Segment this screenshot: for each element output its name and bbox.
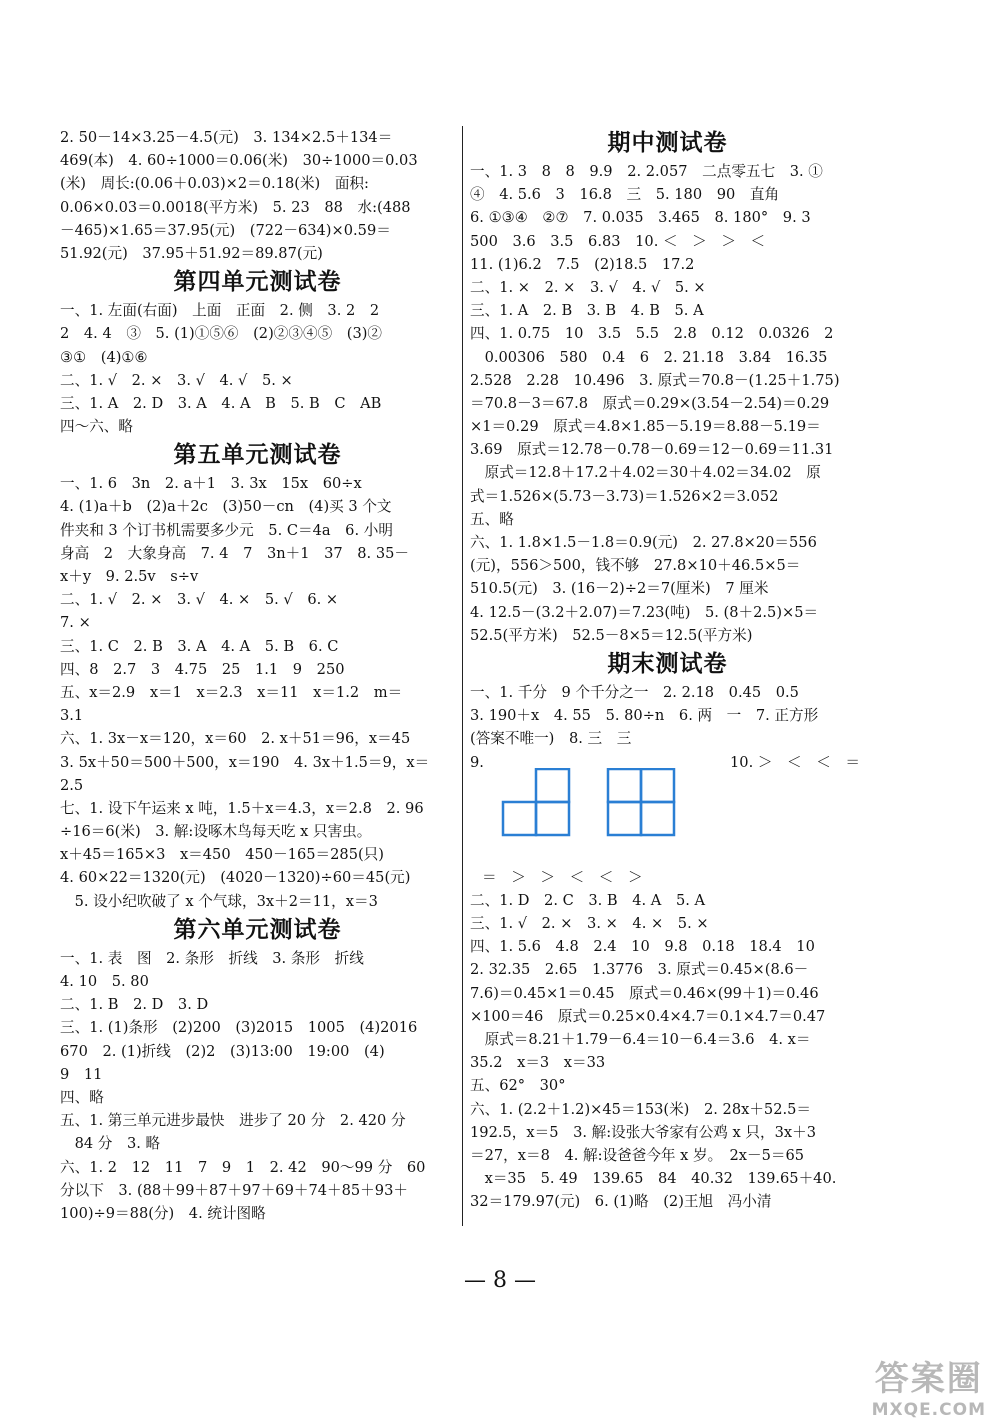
right-column [470,126,865,1214]
answer-line: 二、1. √ 2. × 3. √ 4. × 5. √ 6. × [60,591,339,609]
grid-square [641,802,674,835]
answer-line: 52.5(平方米) 52.5－8×5＝12.5(平方米) [470,626,753,644]
answer-line: 三、1. (1)条形 (2)200 (3)2015 1005 (4)2016 [60,1019,418,1037]
grid-square [608,802,641,835]
grid-square [608,769,641,802]
answer-line: 三、1. √ 2. × 3. × 4. × 5. × [470,915,709,933]
answer-line: x＋45＝165×3 x＝450 450－165＝285(只) [60,846,384,864]
answer-line: 9 11 [60,1065,103,1083]
section-title-unit5: 第五单元测试卷 [173,442,342,469]
answer-line: 二、1. √ 2. × 3. √ 4. √ 5. × [60,371,293,389]
answer-line: 0.06×0.03＝0.0018(平方米) 5. 23 88 水:(488 [60,198,411,216]
answer-line: 二、1. × 2. × 3. √ 4. √ 5. × [470,278,706,296]
answer-line: 7. × [60,614,91,632]
answer-line: 192.5，x＝5 3. 解:设张大爷家有公鸡 x 只，3x＋3 [470,1123,816,1141]
answer-line: 0.00306 580 0.4 6 2. 21.18 3.84 16.35 [470,348,828,366]
section-title-unit6: 第六单元测试卷 [173,916,342,943]
answer-line: 五、x＝2.9 x＝1 x＝2.3 x＝11 x＝1.2 m＝ [60,683,403,701]
watermark-logo [872,1351,986,1420]
answer-line: (米) 周长:(0.06＋0.03)×2＝0.18(米) 面积: [60,175,369,193]
final-answers [470,681,865,1214]
answer-line: ＝70.8－3＝67.8 原式＝0.29×(3.54－2.54)＝0.29 [470,394,830,412]
answer-line: 3. 190＋x 4. 55 5. 80÷n 6. 两 一 7. 正方形 [470,707,819,725]
answer-line: 身高 2 大象身高 7. 4 7 3n＋1 37 8. 35－ [60,544,409,562]
answer-line: 四、1. 5.6 4.8 2.4 10 9.8 0.18 18.4 10 [470,938,815,956]
answer-line: 670 2. (1)折线 (2)2 (3)13:00 19:00 (4) [60,1042,385,1060]
answer-line: 3.1 [60,707,84,725]
unit5-answers [60,472,455,913]
square-grid-figure [500,768,680,840]
answer-line: 4. 12.5－(3.2＋2.07)＝7.23(吨) 5. (8＋2.5)×5＝ [470,603,819,621]
answer-line: (元)，556＞500，钱不够 27.8×10＋46.5×5＝ [470,557,801,575]
watermark-logo-text: 答案圈 [874,1359,983,1399]
unit6-answers [60,947,455,1225]
answer-line: 3.69 原式＝12.78－0.78－0.69＝12－0.69＝11.31 [470,441,834,459]
answer-line: 7.6)＝0.45×1＝0.45 原式＝0.46×(99＋1)＝0.46 [470,984,819,1002]
answer-line: 2. 50－14×3.25－4.5(元) 3. 134×2.5＋134＝ [60,129,393,146]
answer-line: 三、1. A 2. B 3. B 4. B 5. A [470,302,704,320]
answer-line: 原式＝12.8＋17.2＋4.02＝30＋4.02＝34.02 原 [470,464,821,482]
answer-line: 五、略 [470,510,514,528]
answer-line: 二、1. B 2. D 3. D [60,996,209,1014]
answer-line: ×100＝46 原式＝0.25×0.4×4.7＝0.1×4.7＝0.47 [470,1007,826,1025]
answer-line: 2 4. 4 ③ 5. (1)①⑤⑥ (2)②③④⑤ (3)② [60,325,383,343]
answer-line: 469(本) 4. 60÷1000＝0.06(米) 30÷1000＝0.03 [60,152,418,170]
grid-square [641,769,674,802]
answer-line: 一、1. 千分 9 个千分之一 2. 2.18 0.45 0.5 [470,683,799,701]
answer-line: 500 3.6 3.5 6.83 10. ＜ ＞ ＞ ＜ [470,232,766,250]
intro-block [60,126,455,265]
answer-line: 三、1. A 2. D 3. A 4. A B 5. B C AB [60,394,382,412]
answer-line: ④ 4. 5.6 3 16.8 三 5. 180 90 直角 [470,186,780,204]
watermark-url: MXQE.COM [871,1400,986,1420]
answer-line: 件夹和 3 个订书机需要多少元 5. C＝4a 6. 小明 [60,521,393,539]
answer-line: 四、略 [60,1088,104,1106]
answer-line: 一、1. 表 图 2. 条形 折线 3. 条形 折线 [60,949,364,967]
answer-line: 6. ①③④ ②⑦ 7. 0.035 3.465 8. 180° 9. 3 [470,209,811,227]
answer-line: 四、1. 0.75 10 3.5 5.5 2.8 0.12 0.0326 2 [470,325,834,343]
answer-line: ＝27，x＝8 4. 解:设爸爸今年 x 岁。 2x－5＝65 [470,1146,805,1164]
answer-line: 3. 5x＋50＝500＋500，x＝190 4. 3x＋1.5＝9，x＝ [60,753,430,771]
answer-line: 2.528 2.28 10.496 3. 原式＝70.8－(1.25＋1.75) [470,371,840,389]
answer-line: 51.92(元) 37.95＋51.92＝89.87(元) [60,244,323,262]
answer-line: 六、1. 2 12 11 7 9 1 2. 42 90～99 分 60 [60,1158,426,1176]
answer-line: 七、1. 设下午运来 x 吨，1.5＋x＝4.3，x＝2.8 2. 96 [60,799,424,817]
answer-line: 原式＝8.21＋1.79－6.4＝10－6.4＝3.6 4. x＝ [470,1031,811,1048]
answer-line: ③① (4)①⑥ [60,348,148,366]
answer-line: ×1＝0.29 原式＝4.8×1.85－5.19＝8.88－5.19＝ [470,418,821,436]
midterm-answers [470,160,865,647]
grid-square [536,769,569,802]
answer-line: 2. 32.35 2.65 1.3776 3. 原式＝0.45×(8.6－ [470,961,809,979]
answer-line: 84 分 3. 略 [60,1135,161,1153]
answer-line: x＝35 5. 49 139.65 84 40.32 139.65＋40. [470,1170,837,1188]
answer-line: －465)×1.65＝37.95(元) (722－634)×0.59＝ [60,221,391,239]
answer-line: 100)÷9＝88(分) 4. 统计图略 [60,1204,266,1222]
answer-line: 4. 10 5. 80 [60,973,149,990]
answer-line: 4. (1)a＋b (2)a＋2c (3)50－cn (4)买 3 个文 [60,498,392,516]
answer-line: 2.5 [60,776,84,794]
answer-line: 一、1. 左面(右面) 上面 正面 2. 侧 3. 2 2 [60,302,380,320]
answer-line: 510.5(元) 3. (16－2)÷2＝7(厘米) 7 厘米 [470,580,769,598]
answer-line: 六、1. 1.8×1.5－1.8＝0.9(元) 2. 27.8×20＝556 [470,534,817,551]
section-title-midterm: 期中测试卷 [607,130,728,156]
page-number: — 8 — [464,1268,536,1293]
answer-line: 11. (1)6.2 7.5 (2)18.5 17.2 [470,255,695,273]
answer-line: 式＝1.526×(5.73－3.73)＝1.526×2＝3.052 [470,487,779,505]
grid-square [503,802,536,835]
answer-line: x＋y 9. 2.5v s÷v [60,568,199,585]
answer-line: 32＝179.97(元) 6. (1)略 (2)王旭 冯小清 [470,1193,772,1211]
grid-square [536,802,569,835]
answer-line: 35.2 x＝3 x＝33 [470,1054,606,1072]
q9-label: 9. [470,753,484,771]
left-column [60,126,455,1225]
section-title-final: 期末测试卷 [607,650,728,677]
answer-line: 分以下 3. (88＋99＋87＋97＋69＋74＋85＋93＋ [60,1181,408,1199]
column-divider [462,126,463,1226]
answer-line: 六、1. 3x－x＝120，x＝60 2. x＋51＝96，x＝45 [60,730,411,748]
answer-line: ÷16＝6(米) 3. 解:设啄木鸟每天吃 x 只害虫。 [60,823,372,841]
answer-line: 4. 60×22＝1320(元) (4020－1320)÷60＝45(元) [60,869,411,887]
answer-line: (答案不唯一) 8. 三 三 [470,730,632,748]
answer-line: 五、1. 第三单元进步最快 进步了 20 分 2. 420 分 [60,1112,406,1130]
answer-line: 六、1. (2.2＋1.2)×45＝153(米) 2. 28x＋52.5＝ [470,1100,812,1118]
answer-line: 5. 设小纪吹破了 x 个气球，3x＋2＝11，x＝3 [60,892,378,910]
answer-line: 四、8 2.7 3 4.75 25 1.1 9 250 [60,660,345,678]
answer-line: 五、62° 30° [470,1077,566,1095]
answer-line: 一、1. 3 8 8 9.9 2. 2.057 二点零五七 3. ① [470,163,823,180]
answer-line: ＝ ＞ ＞ ＜ ＜ ＞ [482,868,643,886]
answer-line: 一、1. 6 3n 2. a＋1 3. 3x 15x 60÷x [60,475,362,493]
answer-line: 三、1. C 2. B 3. A 4. A 5. B 6. C [60,637,339,655]
answer-line: 四～六、略 [60,418,133,436]
unit4-answers [60,299,455,438]
section-title-unit4: 第四单元测试卷 [173,269,342,296]
answer-line: 二、1. D 2. C 3. B 4. A 5. A [470,891,706,909]
q10-answers: 10. ＞ ＜ ＜ ＝ [730,753,861,771]
